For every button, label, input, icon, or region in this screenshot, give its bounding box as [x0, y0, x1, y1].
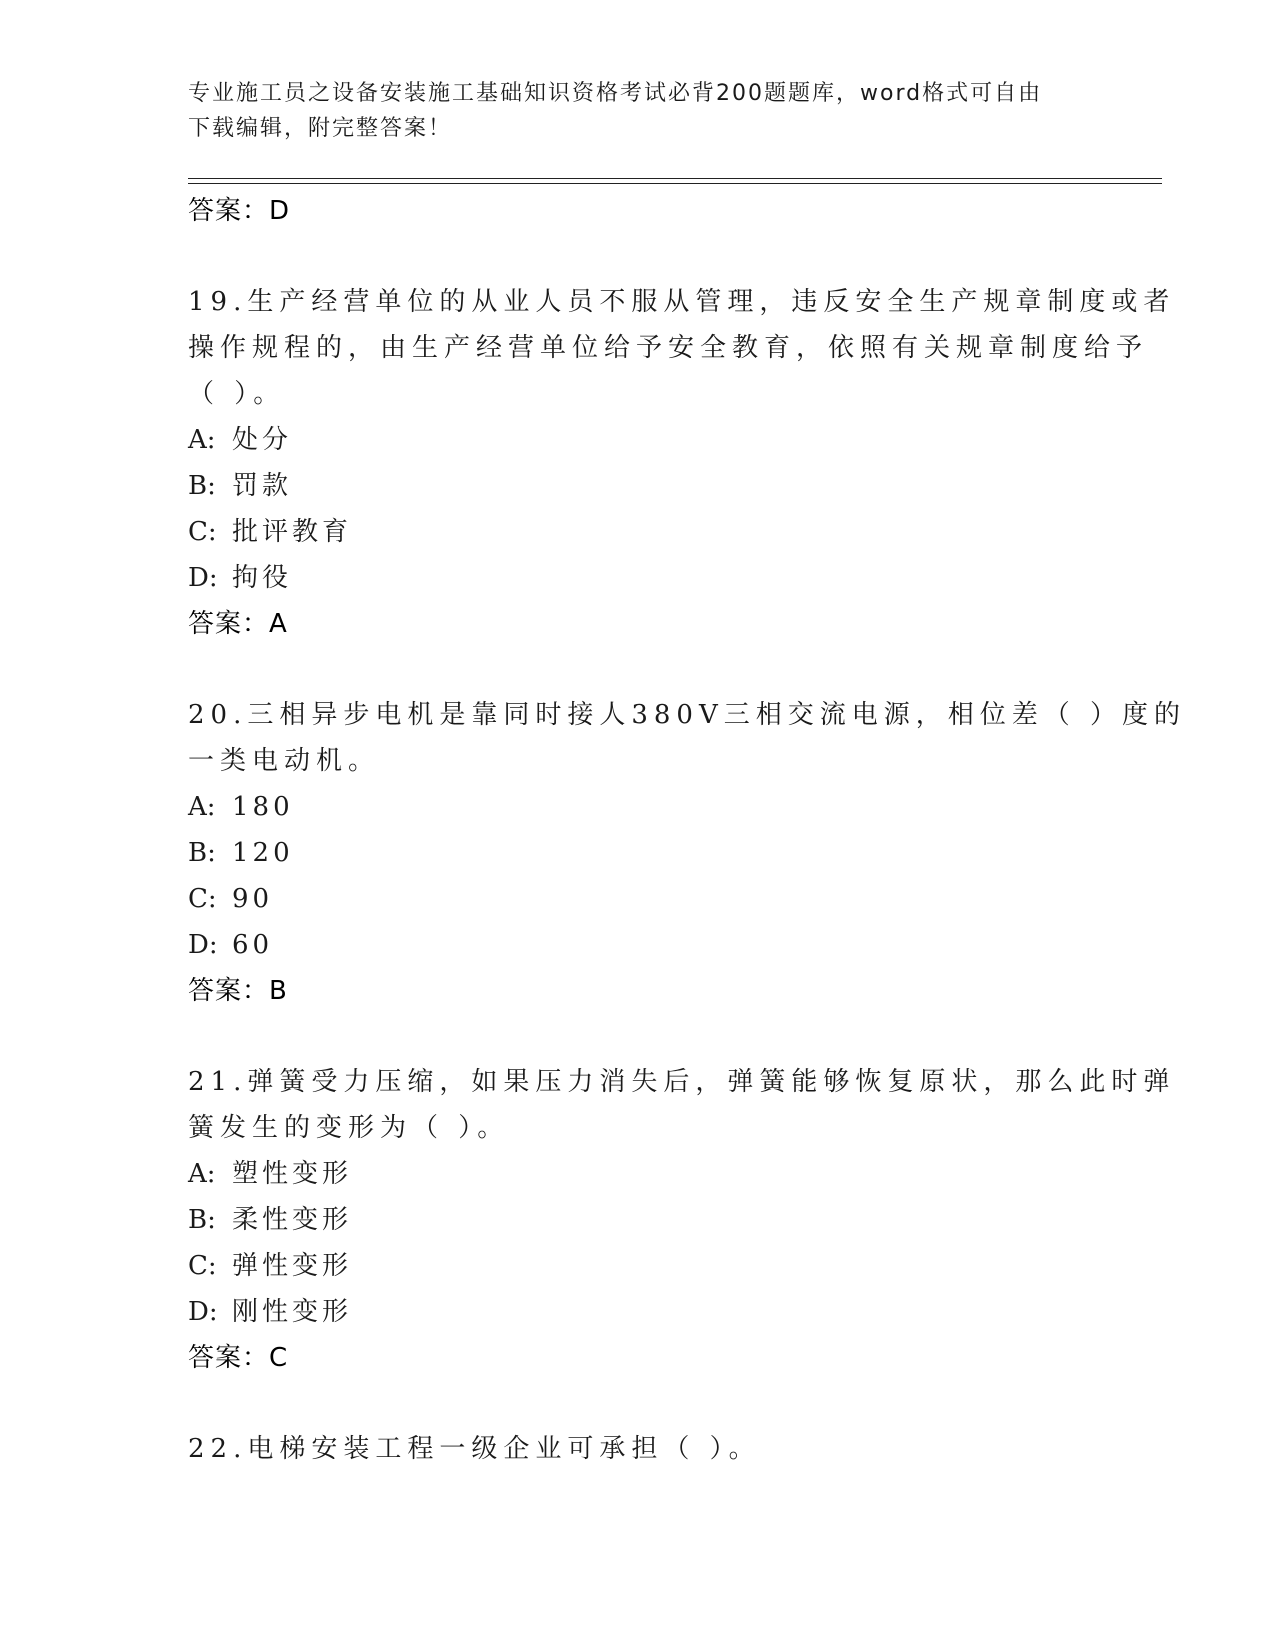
question-22 — [188, 1426, 1088, 1472]
option-key: B: — [188, 838, 216, 868]
answer: 答案：C — [188, 1343, 289, 1373]
option-text: 60 — [232, 930, 274, 960]
document-header — [188, 76, 1068, 146]
option-b — [188, 1197, 1088, 1243]
question-line: 操作规程的，由生产经营单位给予安全教育，依照有关规章制度给予 — [188, 333, 1149, 363]
option-c — [188, 876, 1088, 922]
answer: 答案：A — [188, 609, 288, 639]
spacer — [188, 1381, 1088, 1426]
option-key: A: — [188, 1159, 216, 1189]
question-20 — [188, 692, 1187, 1014]
question-line: （ ）。 — [188, 379, 286, 409]
spacer — [188, 1014, 1088, 1059]
option-b — [188, 830, 1088, 876]
option-text: 罚款 — [232, 471, 293, 501]
question-line: 21.弹簧受力压缩，如果压力消失后，弹簧能够恢复原状，那么此时弹 — [188, 1067, 1176, 1097]
question-19 — [188, 279, 1176, 647]
option-key: A: — [188, 425, 216, 455]
answer: 答案：B — [188, 976, 288, 1006]
question-line: 19.生产经营单位的从业人员不服从管理，违反安全生产规章制度或者 — [188, 287, 1176, 317]
option-text: 180 — [232, 792, 294, 822]
option-d — [188, 922, 1088, 968]
option-text: 90 — [232, 884, 274, 914]
option-text: 120 — [232, 838, 294, 868]
option-text: 塑性变形 — [232, 1159, 353, 1189]
option-text: 拘役 — [232, 563, 293, 593]
option-key: A: — [188, 792, 216, 822]
option-key: D: — [188, 563, 218, 593]
option-text: 刚性变形 — [232, 1297, 353, 1327]
option-text: 柔性变形 — [232, 1205, 353, 1235]
option-b — [188, 463, 1088, 509]
question-text — [188, 692, 1187, 784]
question-line: 一类电动机。 — [188, 746, 381, 776]
question-line: 簧发生的变形为（ ）。 — [188, 1113, 510, 1143]
question-line: 22.电梯安装工程一级企业可承担（ ）。 — [188, 1434, 761, 1464]
header-divider-top — [188, 178, 1162, 179]
header-divider-bottom — [188, 183, 1162, 184]
answer-previous: 答案：D — [188, 196, 291, 226]
question-text — [188, 1426, 1088, 1472]
question-21 — [188, 1059, 1176, 1381]
spacer — [188, 647, 1088, 692]
document-body — [188, 188, 1187, 1472]
option-d — [188, 555, 1088, 601]
option-c — [188, 1243, 1088, 1289]
option-d — [188, 1289, 1088, 1335]
option-key: C: — [188, 517, 217, 547]
option-text: 弹性变形 — [232, 1251, 353, 1281]
option-text: 处分 — [232, 425, 293, 455]
option-a — [188, 417, 1088, 463]
option-key: D: — [188, 930, 218, 960]
spacer — [188, 234, 1088, 279]
option-a — [188, 1151, 1088, 1197]
option-key: B: — [188, 1205, 216, 1235]
option-key: C: — [188, 1251, 217, 1281]
option-key: B: — [188, 471, 216, 501]
question-text — [188, 279, 1176, 417]
option-key: D: — [188, 1297, 218, 1327]
option-c — [188, 509, 1088, 555]
option-text: 批评教育 — [232, 517, 353, 547]
header-line-1: 专业施工员之设备安装施工基础知识资格考试必背200题题库，word格式可自由 — [188, 81, 1043, 106]
header-line-2: 下载编辑，附完整答案！ — [188, 116, 453, 141]
question-text — [188, 1059, 1176, 1151]
option-key: C: — [188, 884, 217, 914]
question-line: 20.三相异步电机是靠同时接人380V三相交流电源，相位差（ ）度的 — [188, 700, 1187, 730]
option-a — [188, 784, 1088, 830]
